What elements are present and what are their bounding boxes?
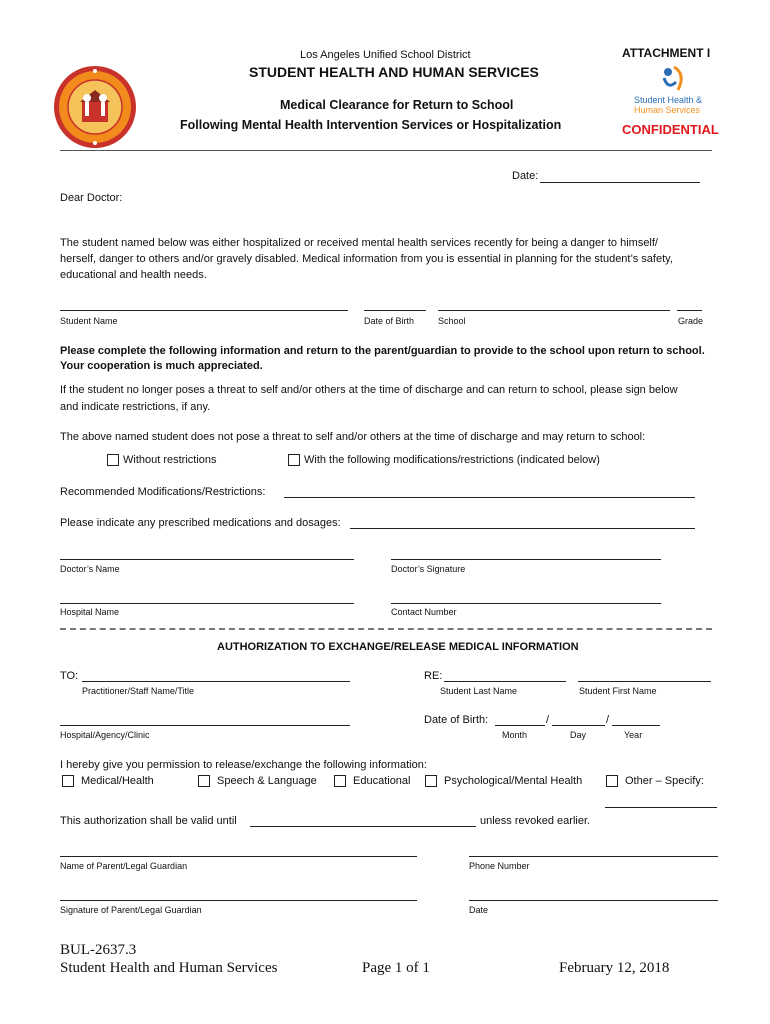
- doctor-signature-field[interactable]: [391, 559, 661, 560]
- discharge-line-2: and indicate restrictions, if any.: [60, 401, 211, 413]
- authorization-title: AUTHORIZATION TO EXCHANGE/RELEASE MEDICAL INFORMATION: [217, 641, 579, 653]
- day-label: Day: [570, 730, 587, 740]
- signature-date-field[interactable]: [469, 900, 718, 901]
- phone-number-field[interactable]: [469, 856, 718, 857]
- form-title-line2: Following Mental Health Intervention Services or Hospitalization: [180, 118, 562, 132]
- recommended-field[interactable]: [284, 497, 695, 498]
- phone-number-label: Phone Number: [469, 861, 530, 871]
- instructions-line-1: Please complete the following information and return to the parent/guardian to provide to the school upon return to school.: [60, 345, 705, 357]
- shhs-logo-text-1: Student Health &: [634, 95, 703, 105]
- intro-line-2: herself, danger to others and/or gravely disabled. Medical information from you is essential in planning for the student’s safety,: [60, 253, 673, 265]
- footer-bul: BUL-2637.3: [60, 942, 137, 958]
- student-name-field[interactable]: [60, 310, 348, 311]
- month-label: Month: [502, 730, 528, 740]
- intro-line-3: educational and health needs.: [60, 269, 207, 281]
- student-last-name-field[interactable]: [444, 681, 566, 682]
- without-restrictions-label: Without restrictions: [123, 454, 217, 466]
- speech-language-checkbox[interactable]: [198, 775, 210, 787]
- educational-checkbox[interactable]: [334, 775, 346, 787]
- discharge-line-1: If the student no longer poses a threat to self and/or others at the time of discharge and can return to school, please sign below: [60, 384, 678, 396]
- contact-number-label: Contact Number: [391, 607, 457, 617]
- form-title-line1: Medical Clearance for Return to School: [280, 98, 514, 112]
- section-divider: [60, 628, 712, 630]
- dob-field[interactable]: [364, 310, 426, 311]
- student-first-name-label: Student First Name: [579, 686, 657, 696]
- dob-slash-1: /: [546, 714, 550, 726]
- footer-date: February 12, 2018: [559, 960, 670, 976]
- doctor-signature-label: Doctor’s Signature: [391, 564, 466, 574]
- re-label: RE:: [424, 670, 443, 682]
- hospital-name-field[interactable]: [60, 603, 354, 604]
- district-name: Los Angeles Unified School District: [300, 49, 471, 61]
- recommended-label: Recommended Modifications/Restrictions:: [60, 486, 266, 498]
- valid-until-suffix: unless revoked earlier.: [480, 815, 591, 827]
- date-field[interactable]: [540, 182, 700, 183]
- dob-year-field[interactable]: [612, 725, 660, 726]
- medical-health-label: Medical/Health: [81, 775, 154, 787]
- doctor-name-label: Doctor’s Name: [60, 564, 120, 574]
- shhs-logo: [634, 64, 714, 116]
- student-name-label: Student Name: [60, 316, 118, 326]
- to-label: TO:: [60, 670, 79, 682]
- hospital-agency-label: Hospital/Agency/Clinic: [60, 730, 150, 740]
- return-statement: The above named student does not pose a threat to self and/or others at the time of discharge and may return to school:: [60, 431, 646, 443]
- parent-name-field[interactable]: [60, 856, 417, 857]
- dob-label: Date of Birth: [364, 316, 415, 326]
- header-divider: [60, 150, 712, 151]
- practitioner-label: Practitioner/Staff Name/Title: [82, 686, 195, 696]
- dob-day-field[interactable]: [552, 725, 605, 726]
- parent-signature-label: Signature of Parent/Legal Guardian: [60, 905, 202, 915]
- parent-signature-field[interactable]: [60, 900, 417, 901]
- medications-label: Please indicate any prescribed medications and dosages:: [60, 517, 341, 529]
- with-restrictions-label: With the following modifications/restrictions (indicated below): [304, 454, 600, 466]
- footer-page: Page 1 of 1: [362, 960, 430, 976]
- dob-auth-label: Date of Birth:: [424, 714, 489, 726]
- instructions-line-2: Your cooperation is much appreciated.: [60, 360, 263, 372]
- hospital-name-label: Hospital Name: [60, 607, 120, 617]
- valid-until-prefix: This authorization shall be valid until: [60, 815, 237, 827]
- hospital-agency-field[interactable]: [60, 725, 350, 726]
- other-specify-field[interactable]: [605, 807, 717, 808]
- year-label: Year: [624, 730, 643, 740]
- department-title: STUDENT HEALTH AND HUMAN SERVICES: [249, 64, 539, 80]
- psychological-label: Psychological/Mental Health: [444, 775, 583, 787]
- to-field[interactable]: [82, 681, 350, 682]
- contact-number-field[interactable]: [391, 603, 661, 604]
- grade-field[interactable]: [677, 310, 702, 311]
- attachment-label: ATTACHMENT I: [622, 46, 711, 60]
- permission-statement: I hereby give you permission to release/exchange the following information:: [60, 759, 427, 771]
- student-last-name-label: Student Last Name: [440, 686, 518, 696]
- school-field[interactable]: [438, 310, 670, 311]
- district-seal: [52, 64, 138, 150]
- with-restrictions-checkbox[interactable]: [288, 454, 300, 466]
- without-restrictions-checkbox[interactable]: [107, 454, 119, 466]
- valid-until-field[interactable]: [250, 826, 476, 827]
- date-label: Date:: [512, 170, 539, 182]
- intro-line-1: The student named below was either hospitalized or received mental health services recently for being a danger to himself/: [60, 237, 658, 249]
- doctor-name-field[interactable]: [60, 559, 354, 560]
- educational-label: Educational: [353, 775, 411, 787]
- dob-month-field[interactable]: [495, 725, 545, 726]
- signature-date-label: Date: [469, 905, 489, 915]
- psychological-checkbox[interactable]: [425, 775, 437, 787]
- dob-slash-2: /: [606, 714, 610, 726]
- medical-health-checkbox[interactable]: [62, 775, 74, 787]
- confidential-label: CONFIDENTIAL: [622, 122, 719, 137]
- other-label: Other – Specify:: [625, 775, 704, 787]
- other-checkbox[interactable]: [606, 775, 618, 787]
- school-label: School: [438, 316, 466, 326]
- student-first-name-field[interactable]: [578, 681, 711, 682]
- speech-language-label: Speech & Language: [217, 775, 317, 787]
- grade-label: Grade: [678, 316, 704, 326]
- shhs-logo-icon: [634, 64, 714, 94]
- medications-field[interactable]: [350, 528, 695, 529]
- footer-dept: Student Health and Human Services: [60, 960, 278, 976]
- salutation: Dear Doctor:: [60, 192, 123, 204]
- shhs-logo-text-2: Human Services: [634, 105, 701, 115]
- parent-name-label: Name of Parent/Legal Guardian: [60, 861, 188, 871]
